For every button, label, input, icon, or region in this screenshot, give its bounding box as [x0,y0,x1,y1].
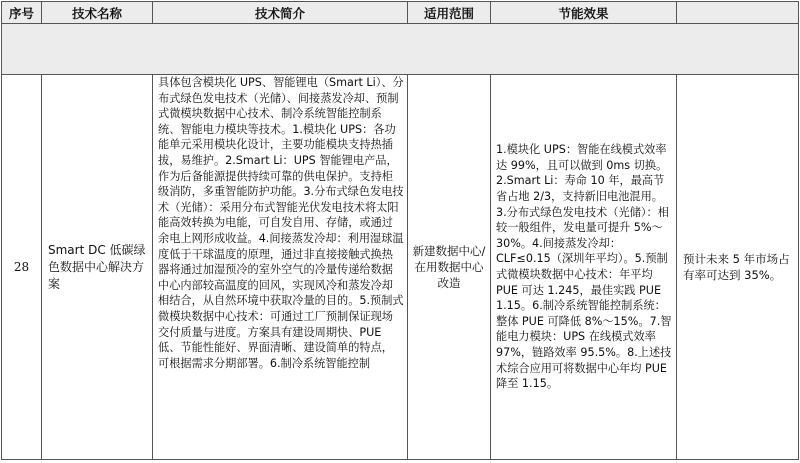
table-header-row [2,2,799,24]
header-technology-name: 技术名称 [42,2,153,24]
cell-technology-name: Smart DC 低碳绿色数据中心解决方案 [42,75,153,460]
cell-energy-saving-effect: 1.模块化 UPS：智能在线模式效率达 99%，且可以做到 0ms 切换。2.Smart Li：寿命 10 年，最高节省占地 2/3，支持新旧电池混用。3.分布式绿色发电技术（光储）：相较一般组件，发电量可提升 5%～30%。4.间接蒸发冷却：CLF≤0.15（深圳年平均）。5.预制式微模块数据中心技术：年平均 PUE 可达 1.245，最佳实践 PUE 1.15。6.制冷系统智能控制系统：整体 PUE 可降低 8%～15%。7.智能电力模块：UPS 在线模式效率 97%，链路效率 95.5%。8.上述技术综合应用可将数据中心年均 PUE 降至 1.15。 [491,75,677,460]
header-serial-number: 序号 [2,2,42,24]
header-energy-saving-effect: 节能效果 [491,2,677,24]
blank-band-cell [2,24,799,75]
cell-market-outlook: 预计未来 5 年市场占有率可达到 35%。 [677,75,799,460]
cell-applicable-scope: 新建数据中心/在用数据中心改造 [408,75,491,460]
cell-technology-intro: 具体包含模块化 UPS、智能锂电（Smart Li）、分布式绿色发电技术（光储）、间接蒸发冷却、预制式微模块数据中心技术、制冷系统智能控制系统、智能电力模块等技术。1.模块化 UPS：各功能单元采用模块化设计，主要功能模块支持热插拔，易维护。2.Smart Li：UPS 智能锂电产品，作为后备能源提供持续可靠的供电保护。支持柜级消防，多重智能防护功能。3.分布式绿色发电技术（光储）：采用分布式智能光伏发电技术将太阳能高效转换为电能，可自发自用、存储，或通过余电上网形成收益。4.间接蒸发冷却：利用湿球温度低于干球温度的原理，通过非直接接触式换热器将通过加湿预冷的室外空气的冷量传递给数据中心内部较高温度的回风，实现风冷和蒸发冷却相结合，从自然环境中获取冷量的目的。5.预制式微模块数据中心技术：可通过工厂预制保证现场交付质量与进度。方案具有建设周期快、PUE 低、节能性能好、界面清晰、建设简单的特点，可根据需求分期部署。6.制冷系统智能控制 [153,75,408,460]
cell-serial-number: 28 [2,75,42,460]
header-technology-intro: 技术简介 [153,2,408,24]
blank-band-row [2,24,799,75]
technology-table [1,1,799,460]
header-applicable-scope: 适用范围 [408,2,491,24]
table-row [2,75,799,460]
header-market-outlook [677,2,799,24]
